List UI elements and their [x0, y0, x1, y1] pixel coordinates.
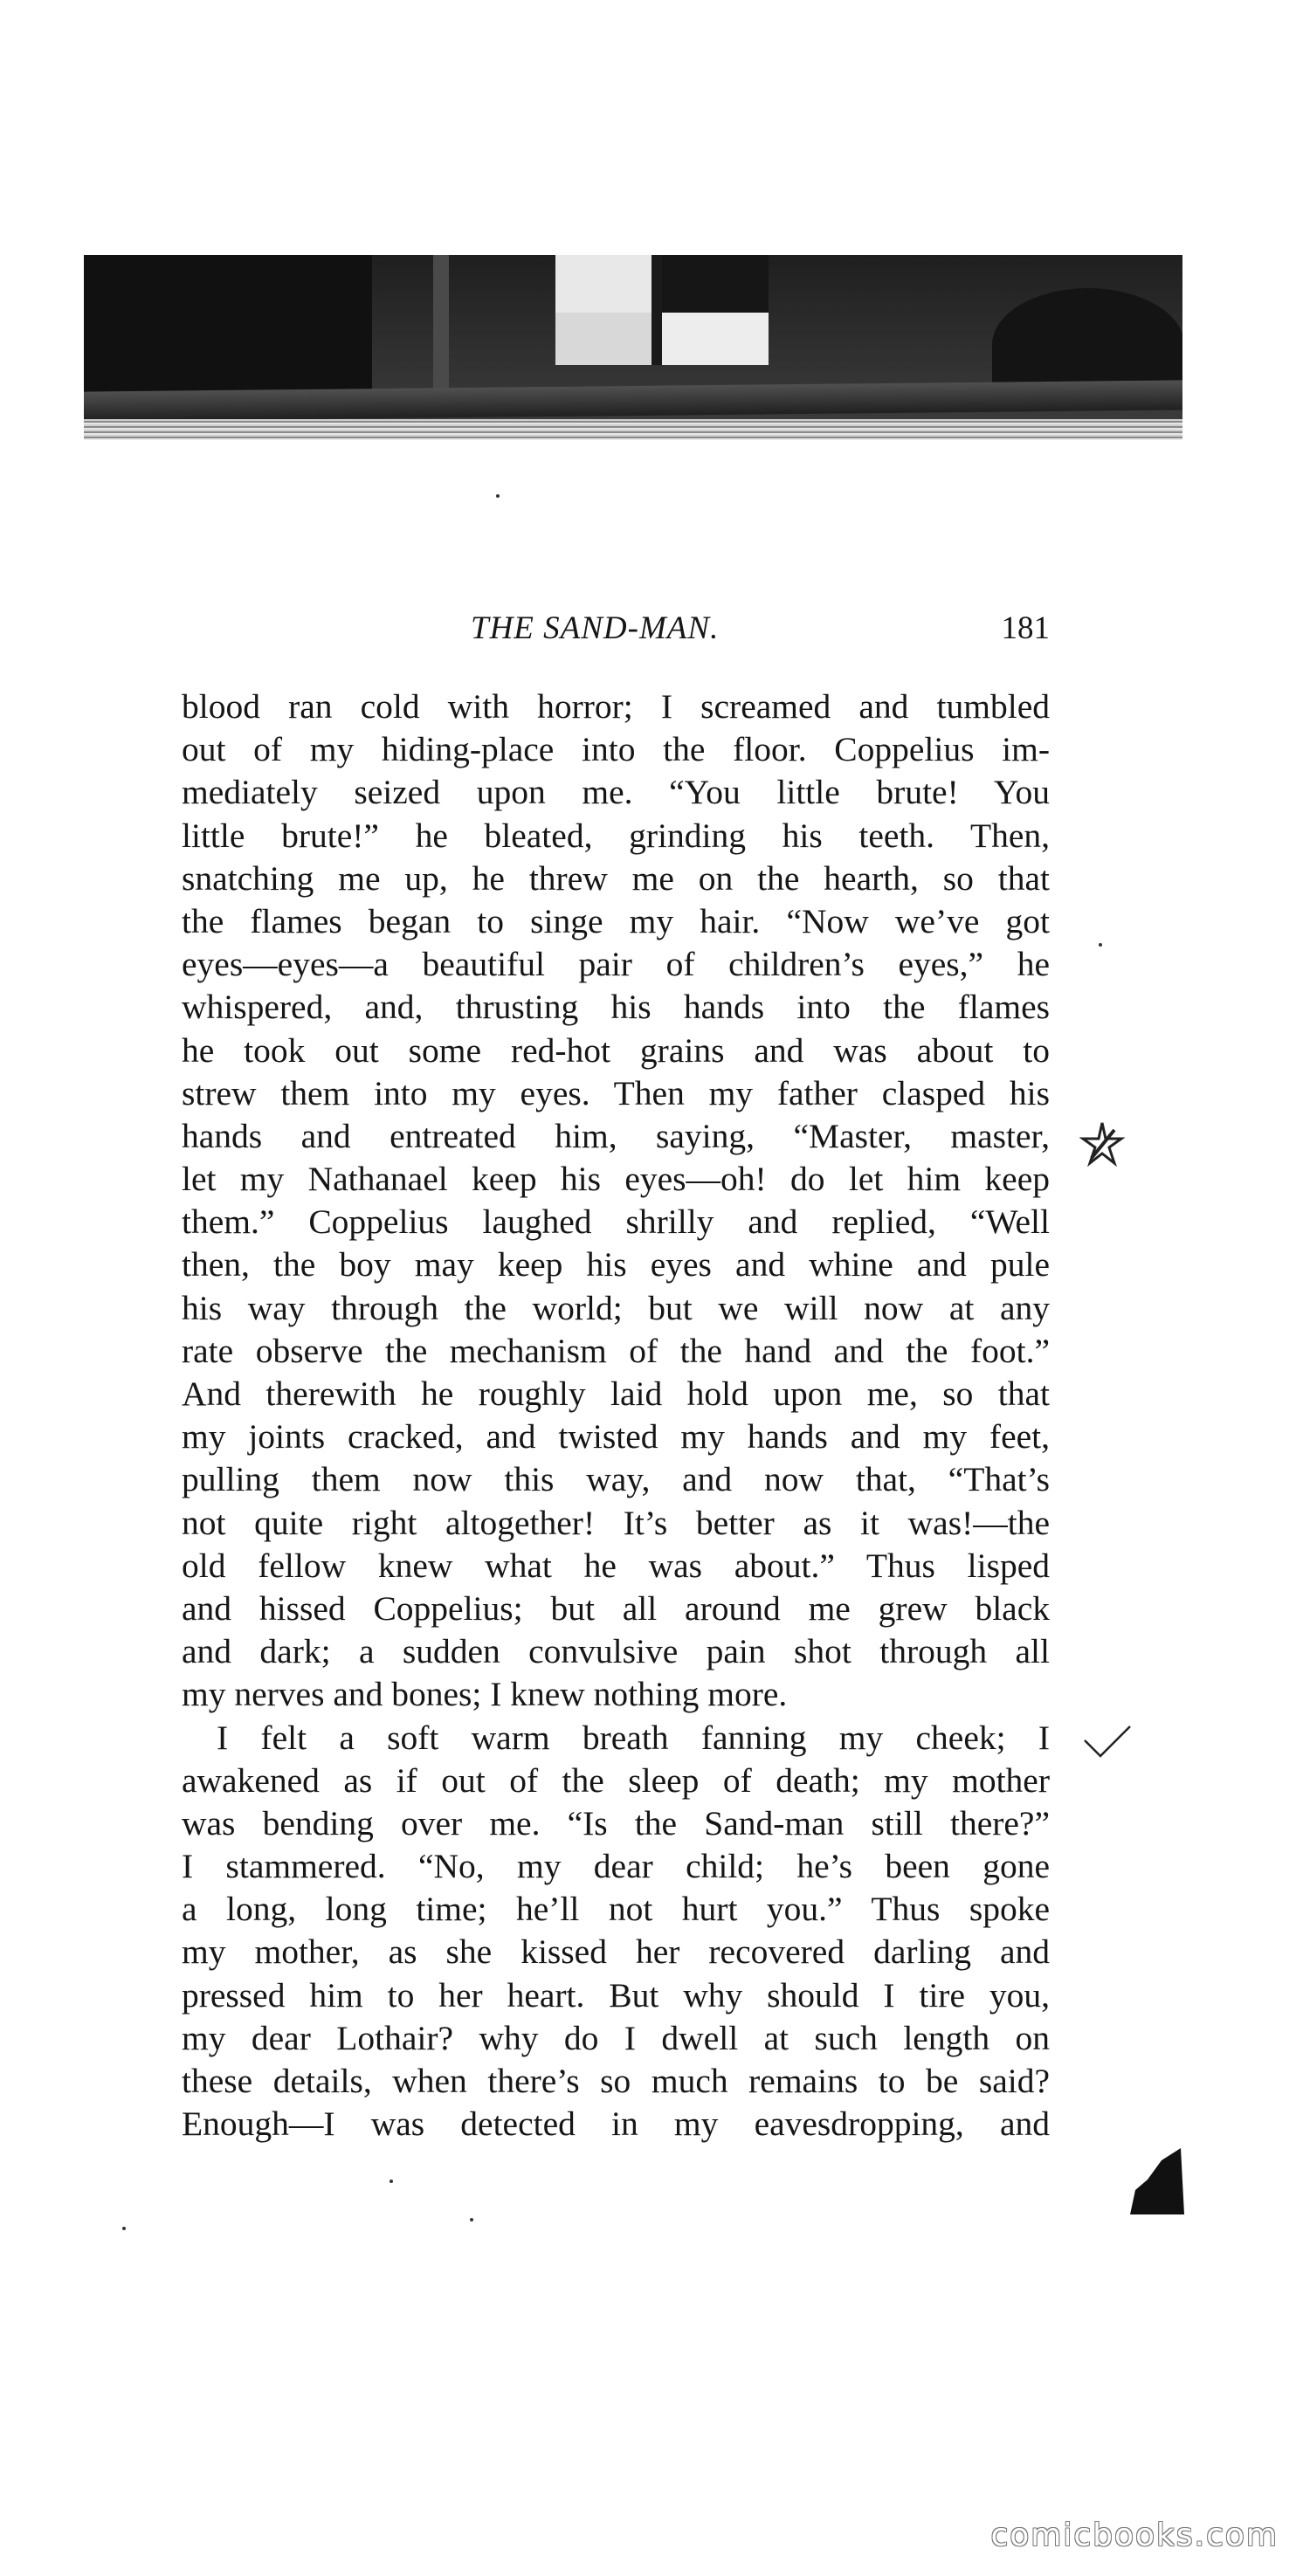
text-line: my joints cracked, and twisted my hands and my feet, — [182, 1417, 1050, 1457]
text-line: out of my hiding-place into the floor. Coppelius im- — [182, 730, 1050, 769]
text-line: little brute!” he bleated, grinding his teeth. Then, — [182, 816, 1050, 855]
text-line: then, the boy may keep his eyes and whine and pule — [182, 1245, 1050, 1285]
star-mark-icon — [1079, 1119, 1125, 1168]
text-line: my dear Lothair? why do I dwell at such length on — [182, 2018, 1050, 2057]
text-line: strew them into my eyes. Then my father clasped his — [182, 1073, 1050, 1112]
text-line: them.” Coppelius laughed shrilly and replied, “Well — [182, 1202, 1050, 1242]
text-line: these details, when there’s so much remains to be said? — [182, 2062, 1050, 2100]
text-line: a long, long time; he’ll not hurt you.” Thus spoke — [182, 1890, 1050, 1929]
text-line: hands and entreated him, saying, “Master, master, — [182, 1116, 1050, 1155]
checkmark-icon — [1083, 1725, 1132, 1760]
text-line: awakened as if out of the sleep of death; my mother — [182, 1760, 1050, 1800]
text-line: and hissed Coppelius; but all around me grew black — [182, 1588, 1050, 1628]
text-line: the flames began to singe my hair. “Now we’ve got — [182, 901, 1050, 940]
text-line: pulling them now this way, and now that, “That’s — [182, 1460, 1050, 1499]
text-line: let my Nathanael keep his eyes—oh! do let him keep — [182, 1160, 1050, 1199]
text-line: whispered, and, thrusting his hands into the flames — [182, 988, 1050, 1027]
page-number: 181 — [1001, 610, 1050, 646]
text-line: blood ran cold with horror; I screamed and tumbled — [182, 687, 1050, 726]
text-line: mediately seized upon me. “You little brute! You — [182, 773, 1050, 812]
checkered-panel — [555, 255, 769, 365]
text-line: my nerves and bones; I knew nothing more. — [182, 1675, 788, 1714]
text-line: pressed him to her heart. But why should I tire you, — [182, 1975, 1050, 2015]
text-line: not quite right altogether! It’s better as it was!—the — [182, 1503, 1050, 1542]
text-line: he took out some red-hot grains and was about to — [182, 1030, 1050, 1070]
text-line: snatching me up, he threw me on the hearth, so that — [182, 858, 1050, 898]
ink-smudge-icon — [1127, 2146, 1188, 2216]
text-line: my mother, as she kissed her recovered darling and — [182, 1932, 1050, 1972]
running-head — [182, 610, 1050, 648]
running-title: THE SAND-MAN. — [471, 610, 720, 646]
text-line: old fellow knew what he was about.” Thus lisped — [182, 1546, 1050, 1585]
photo-fragment — [84, 255, 1182, 440]
text-line: I stammered. “No, my dear child; he’s been gone — [182, 1847, 1050, 1886]
text-line: I felt a soft warm breath fanning my cheek; I — [217, 1718, 1050, 1757]
text-line: rate observe the mechanism of the hand and the foot.” — [182, 1331, 1050, 1370]
text-line: eyes—eyes—a beautiful pair of children’s eyes,” he — [182, 945, 1050, 984]
text-line: And therewith he roughly laid hold upon me, so that — [182, 1374, 1050, 1413]
watermark: comicbooks.com — [990, 2517, 1279, 2553]
text-line: and dark; a sudden convulsive pain shot through all — [182, 1632, 1050, 1671]
body-text — [182, 685, 1050, 2146]
text-line: Enough—I was detected in my eavesdropping, and — [182, 2104, 1050, 2144]
text-line: was bending over me. “Is the Sand-man still there?” — [182, 1803, 1050, 1842]
text-line: his way through the world; but we will now at any — [182, 1288, 1050, 1327]
